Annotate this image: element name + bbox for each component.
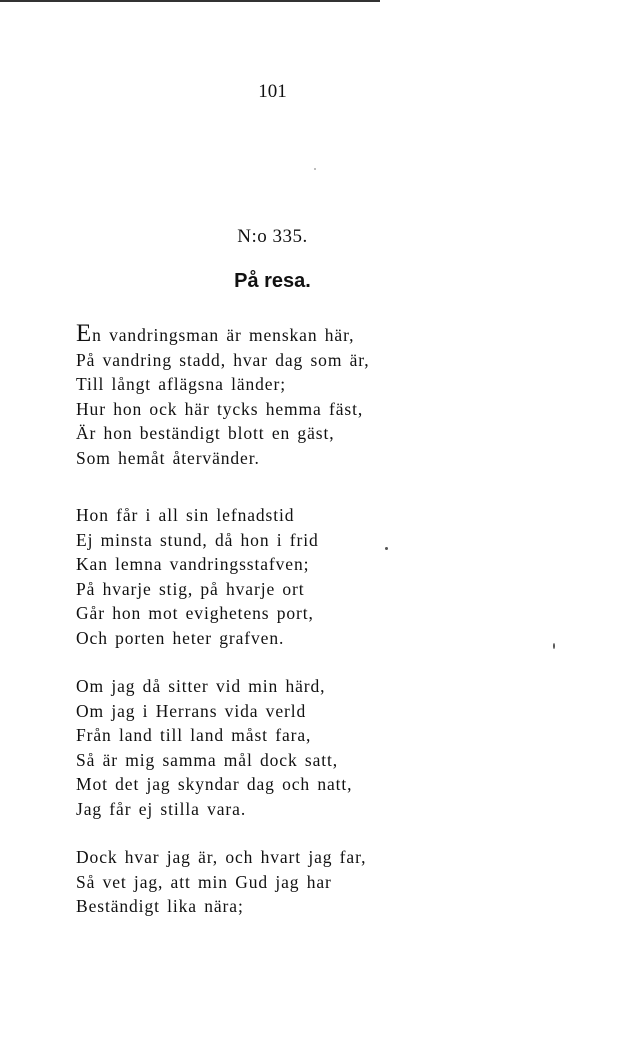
stanza-1	[76, 322, 370, 470]
verse-line: Hur hon ock här tycks hemma fäst,	[76, 398, 364, 419]
drop-cap: E	[76, 320, 93, 347]
verse-line: Så är mig samma mål dock satt,	[76, 749, 339, 770]
verse-line: Som hemåt återvänder.	[76, 447, 260, 468]
scan-speck	[385, 547, 388, 550]
verse-line: Jag får ej stilla vara.	[76, 798, 247, 819]
stanza-3	[76, 674, 352, 821]
verse-line: Dock hvar jag är, och hvart jag far,	[76, 847, 367, 867]
scan-speck	[553, 643, 555, 649]
verse-line: Om jag i Herrans vida verld	[76, 700, 307, 721]
verse-line: Går hon mot evighetens port,	[76, 603, 314, 623]
page-edge-rule	[0, 0, 380, 2]
verse-line-rest: n vandringsman är menskan här,	[92, 325, 355, 345]
poem-number: N:o 335.	[237, 226, 308, 247]
verse-line: På vandring stadd, hvar dag som är,	[76, 349, 370, 370]
verse-line: Så vet jag, att min Gud jag har	[76, 871, 332, 892]
verse-line: Beständigt lika nära;	[76, 896, 244, 916]
verse-line	[76, 322, 370, 348]
stanza-4	[76, 845, 366, 919]
verse-line: Kan lemna vandringsstafven;	[76, 554, 310, 574]
verse-line: Om jag då sitter vid min härd,	[76, 676, 326, 696]
poem-title: På resa.	[234, 270, 311, 292]
verse-line: Och porten heter grafven.	[76, 627, 285, 648]
verse-line: Till långt aflägsna länder;	[76, 374, 286, 394]
page-number: 101	[258, 81, 287, 102]
verse-line: Från land till land måst fara,	[76, 725, 312, 745]
scan-speck	[314, 168, 316, 170]
verse-line: Ej minsta stund, då hon i frid	[76, 529, 319, 550]
verse-line: Hon får i all sin lefnadstid	[76, 505, 295, 525]
stanza-2	[76, 503, 319, 650]
verse-line: Mot det jag skyndar dag och natt,	[76, 774, 353, 794]
verse-line: På hvarje stig, på hvarje ort	[76, 578, 305, 599]
verse-line: Är hon beständigt blott en gäst,	[76, 423, 335, 443]
